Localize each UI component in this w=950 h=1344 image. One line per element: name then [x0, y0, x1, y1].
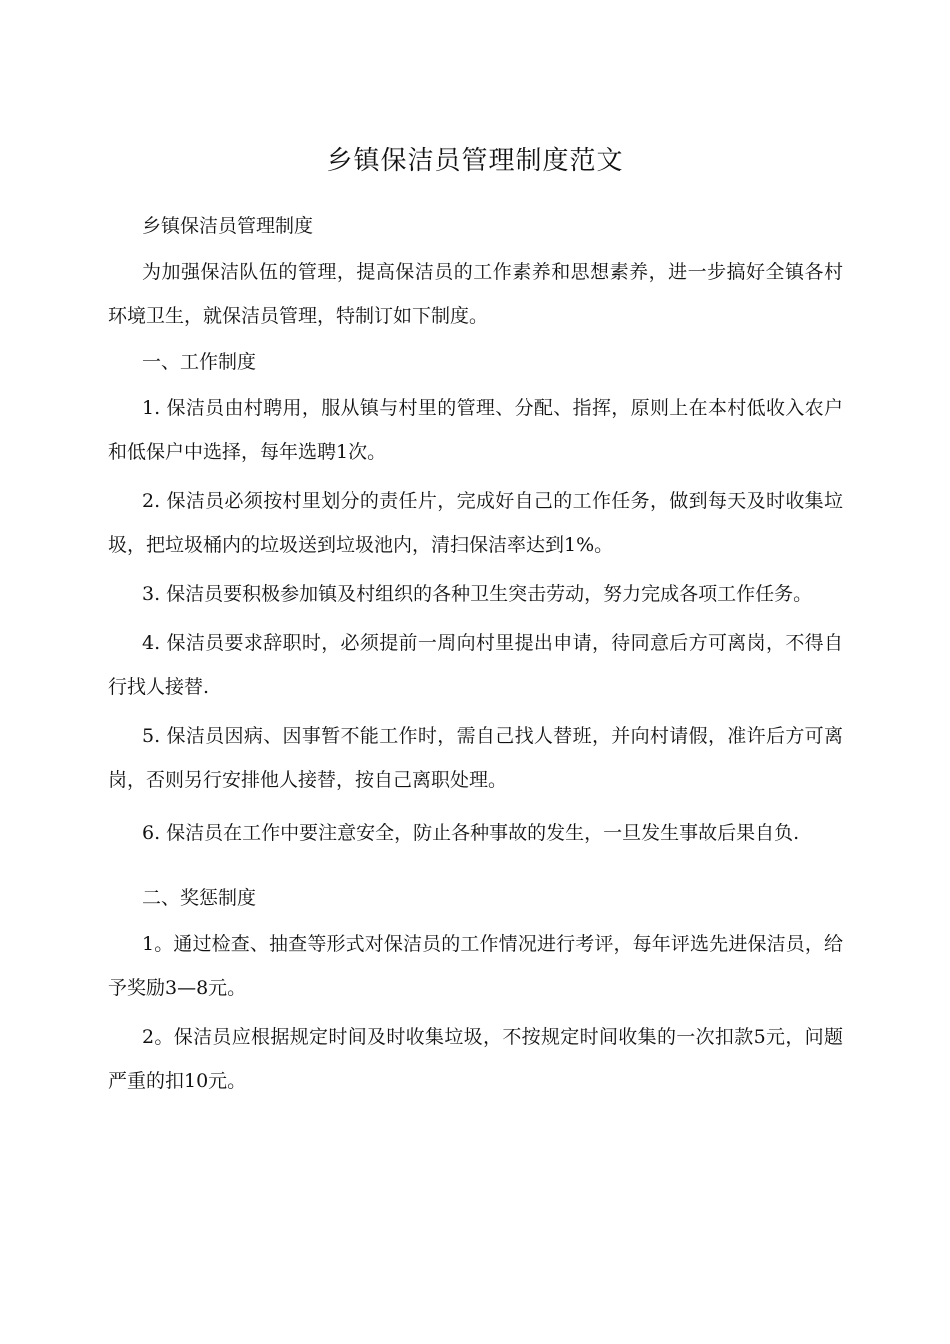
- intro-paragraph: 为加强保洁队伍的管理，提高保洁员的工作素养和思想素养，进一步搞好全镇各村环境卫生，就保洁员管理，特制订如下制度。: [108, 261, 843, 327]
- section2-heading: 二、奖惩制度: [142, 887, 257, 909]
- document-subtitle: 乡镇保洁员管理制度: [142, 215, 314, 237]
- section1-item-1: 1. 保洁员由村聘用，服从镇与村里的管理、分配、指挥，原则上在本村低收入农户和低保户中选择，每年选聘1次。: [108, 397, 843, 463]
- document-title: 乡镇保洁员管理制度范文: [326, 146, 624, 176]
- section1-item-3: 3. 保洁员要积极参加镇及村组织的各种卫生突击劳动，努力完成各项工作任务。: [142, 583, 813, 605]
- section1-heading: 一、工作制度: [142, 351, 257, 373]
- section1-item-4: 4. 保洁员要求辞职时，必须提前一周向村里提出申请，待同意后方可离岗，不得自行找人接替.: [108, 632, 843, 698]
- section2-item-1: 1。通过检查、抽查等形式对保洁员的工作情况进行考评，每年评选先进保洁员，给予奖励3—8元。: [108, 933, 843, 999]
- section1-item-2: 2. 保洁员必须按村里划分的责任片，完成好自己的工作任务，做到每天及时收集垃圾，把垃圾桶内的垃圾送到垃圾池内，清扫保洁率达到1%。: [108, 490, 843, 556]
- section2-item-2: 2。保洁员应根据规定时间及时收集垃圾，不按规定时间收集的一次扣款5元，问题严重的扣10元。: [108, 1026, 843, 1092]
- document-body: [108, 207, 843, 1103]
- section1-item-6: 6. 保洁员在工作中要注意安全，防止各种事故的发生，一旦发生事故后果自负.: [142, 822, 800, 844]
- section1-item-5: 5. 保洁员因病、因事暂不能工作时，需自己找人替班，并向村请假，准许后方可离岗，否则另行安排他人接替，按自己离职处理。: [108, 725, 843, 791]
